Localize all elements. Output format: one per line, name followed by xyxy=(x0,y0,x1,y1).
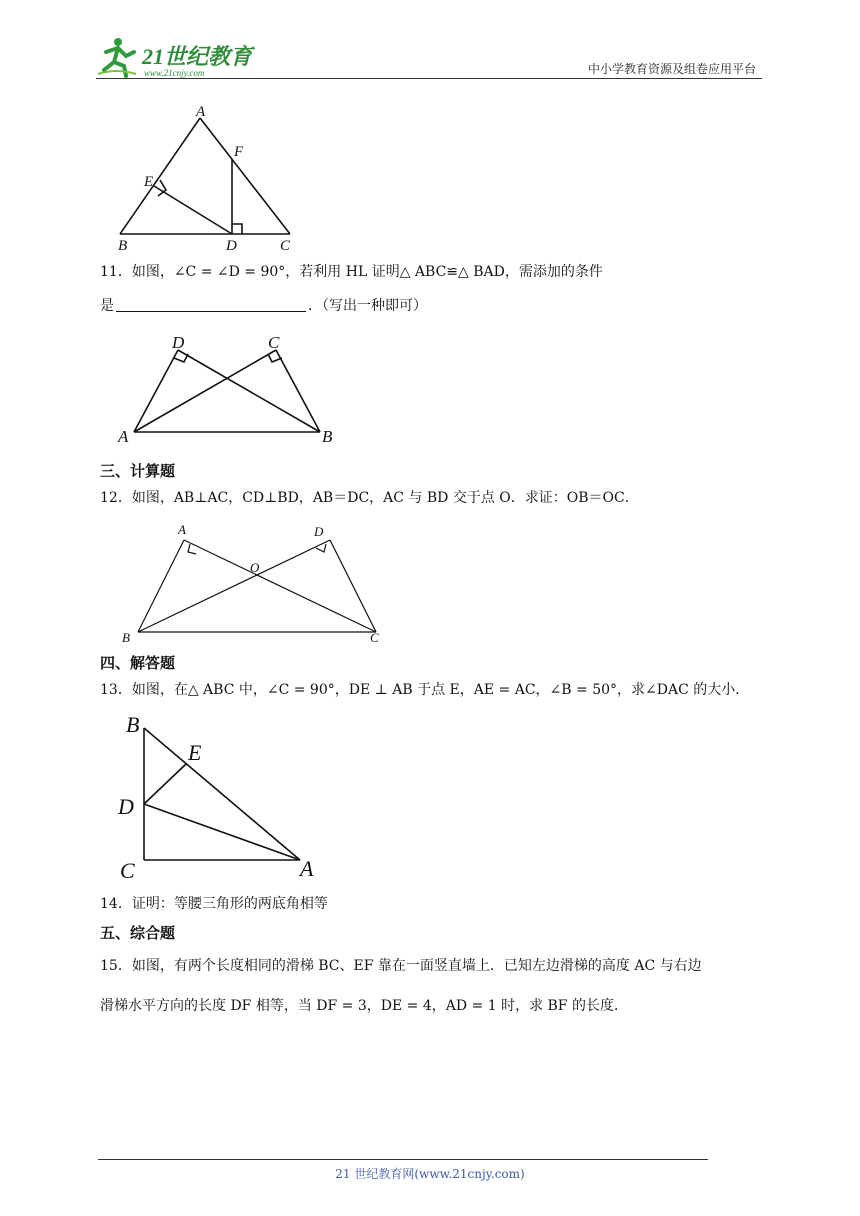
question-15-line1: 15．如图，有两个长度相同的滑梯 BC、EF 靠在一面竖直墙上．已知左边滑梯的高度 AC 与右边 xyxy=(100,958,702,974)
label-C: C xyxy=(268,333,280,352)
question-11-line1: 11．如图，∠C = ∠D = 90°，若利用 HL 证明△ ABC≌△ BAD，需添加的条件 xyxy=(100,264,603,280)
logo-url: www.21cnjy.com xyxy=(144,68,205,78)
logo-text: 21世纪教育 xyxy=(142,44,253,69)
question-14: 14．证明：等腰三角形的两底角相等 xyxy=(100,896,328,912)
figure-q12 xyxy=(116,518,386,646)
runner-logo-icon xyxy=(98,38,136,76)
label-A: A xyxy=(196,104,206,120)
site-logo xyxy=(96,34,266,80)
label-E: E xyxy=(188,740,202,765)
header-platform-text: 中小学教育资源及组卷应用平台 xyxy=(587,62,756,76)
label-A: A xyxy=(300,856,314,881)
label-D: D xyxy=(118,794,134,819)
q11-suffix: ．（写出一种即可） xyxy=(308,298,427,314)
label-A: A xyxy=(118,427,129,446)
section-3-title: 三、计算题 xyxy=(100,462,176,480)
question-12: 12．如图，AB⊥AC，CD⊥BD，AB＝DC，AC 与 BD 交于点 O．求证：OB＝OC． xyxy=(100,490,639,506)
header-divider xyxy=(96,78,762,79)
label-D: D xyxy=(226,238,237,254)
footer-text[interactable]: 21 世纪教育网(www.21cnjy.com) xyxy=(335,1167,525,1181)
label-O: O xyxy=(250,560,260,575)
section-5-title: 五、综合题 xyxy=(100,924,176,942)
label-B: B xyxy=(122,630,130,645)
q11-prefix: 是 xyxy=(100,298,114,314)
label-B: B xyxy=(118,238,128,254)
label-B: B xyxy=(322,427,333,446)
answer-blank[interactable] xyxy=(116,297,306,312)
footer-divider xyxy=(98,1159,708,1160)
label-A: A xyxy=(178,522,186,537)
label-D: D xyxy=(172,333,185,352)
question-11-line2 xyxy=(100,296,427,316)
figure-q10 xyxy=(110,100,310,255)
label-C: C xyxy=(120,858,135,883)
label-C: C xyxy=(370,630,379,645)
figure-q13 xyxy=(112,710,332,886)
section-4-title: 四、解答题 xyxy=(100,654,176,672)
question-13: 13．如图，在△ ABC 中，∠C = 90°，DE ⊥ AB 于点 E，AE = AC，∠B = 50°，求∠DAC 的大小． xyxy=(100,682,750,698)
label-D: D xyxy=(314,524,324,539)
label-B: B xyxy=(126,712,140,737)
label-C: C xyxy=(280,238,291,254)
figure-q11 xyxy=(112,330,342,448)
label-E: E xyxy=(144,174,154,190)
question-15-line2: 滑梯水平方向的长度 DF 相等，当 DF = 3，DE = 4，AD = 1 时，求 BF 的长度． xyxy=(100,998,628,1014)
label-F: F xyxy=(234,144,244,160)
